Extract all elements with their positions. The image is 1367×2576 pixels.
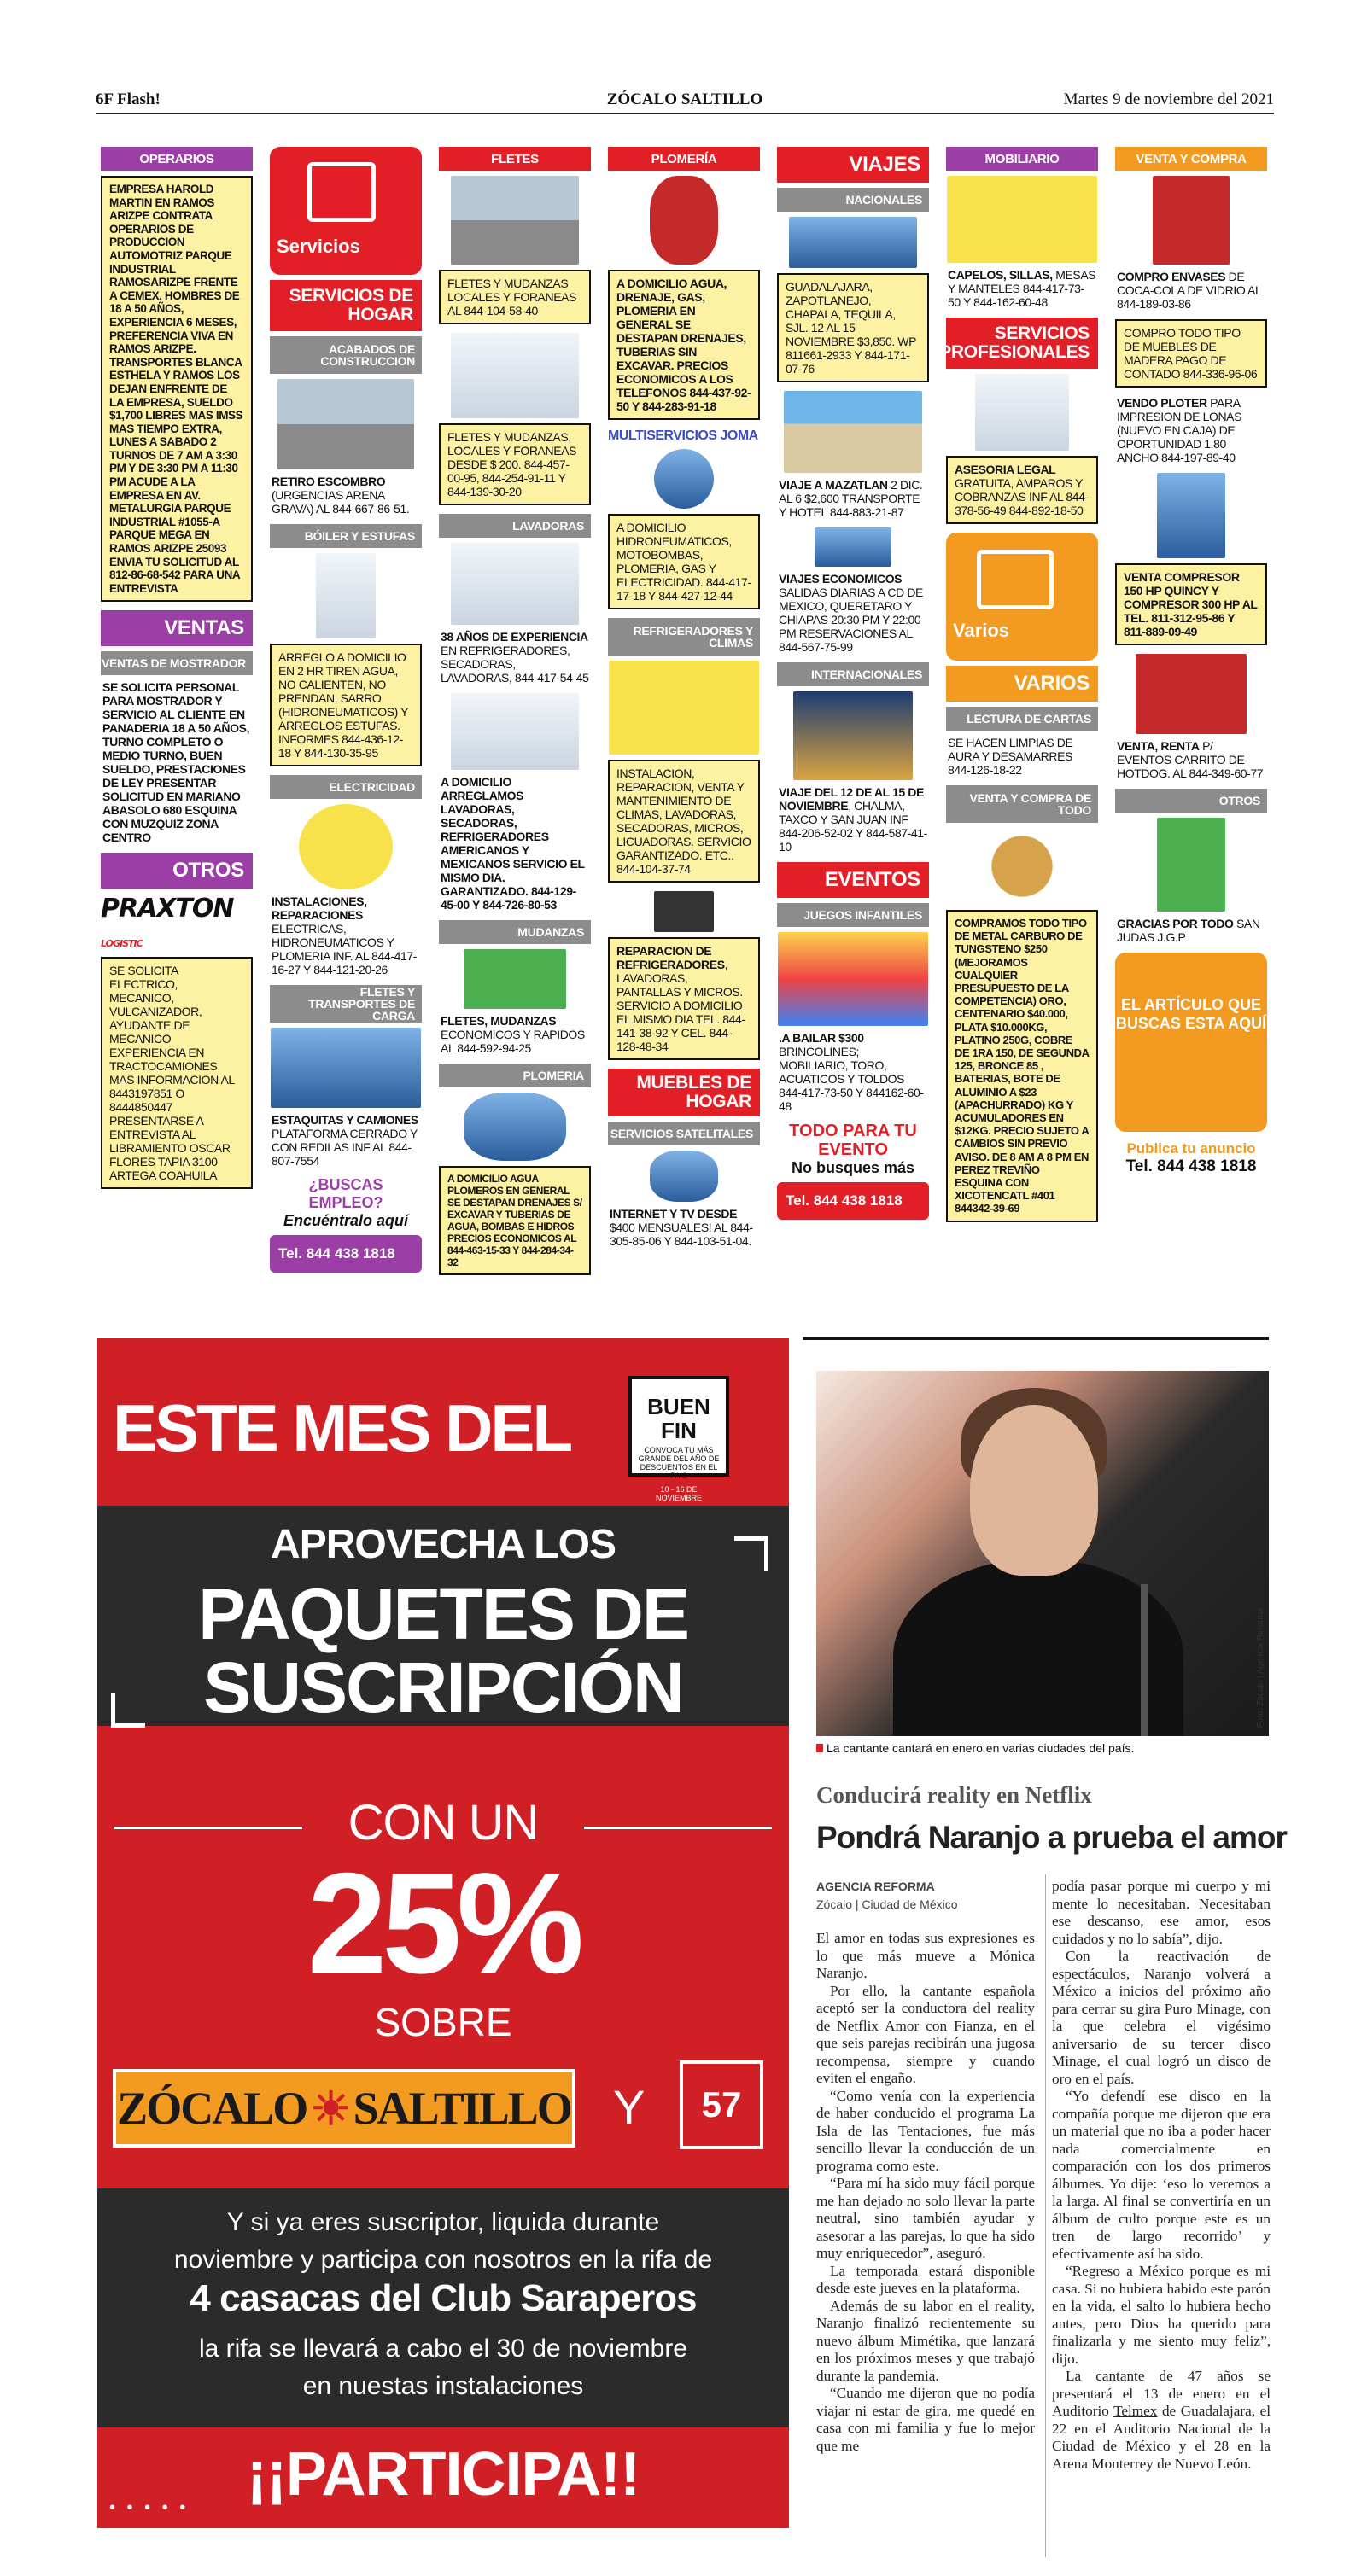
dateline: Zócalo | Ciudad de México <box>816 1897 958 1911</box>
classified-column-6 <box>939 147 1098 1308</box>
plumber-illustration <box>464 1093 566 1161</box>
truck-photo <box>451 333 579 418</box>
empleo-promo-sub: Encuéntralo aquí <box>283 1212 409 1229</box>
classified-ad: GRACIAS POR TODO SAN JUDAS J.G.P <box>1117 917 1260 944</box>
ad-subtitle: APROVECHA LOS <box>271 1522 616 1567</box>
varios-banner: Varios <box>946 533 1098 661</box>
mazatlan-photo <box>784 391 922 473</box>
buen-fin-logo: BUEN FIN CONVOCA TU MÁS GRANDE DEL AÑO DE DESCUENTOS EN EL PAÍS 10 - 16 DE NOVIEMBRE <box>628 1376 729 1477</box>
classified-column-2 <box>270 147 422 1308</box>
classified-ad: ASESORIA LEGAL GRATUITA, AMPAROS Y COBRANZAS INF AL 844-378-56-49 844-892-18-50 <box>946 456 1098 524</box>
issue-date: Martes 9 de noviembre del 2021 <box>1063 90 1274 108</box>
article-kicker: Conducirá reality en Netflix <box>816 1782 1092 1808</box>
bounce-house-photo <box>778 932 928 1026</box>
subscription-ad[interactable] <box>97 1338 789 2528</box>
gold-coin-photo <box>984 828 1060 905</box>
bus-photo <box>789 217 917 268</box>
stn-logo <box>609 661 759 755</box>
subcategory-header: LECTURA DE CARTAS <box>946 707 1098 731</box>
category-header-operarios: OPERARIOS <box>101 147 253 171</box>
classified-ad: GUADALAJARA, ZAPOTLANEJO, CHAPALA, TEQUILA, SJL. 12 AL 15 NOVIEMBRE $3,850. WP 811661-2933 Y 844-171-07-76 <box>777 273 929 382</box>
bus-photo <box>815 527 891 567</box>
calibre-57-logo: 57 <box>680 2060 763 2149</box>
boiler-photo <box>316 553 376 638</box>
ad-conun: CON UN <box>348 1795 539 1850</box>
evento-promo: TODO PARA TU EVENTO <box>789 1122 917 1159</box>
classified-ad: A DOMICILIO ARREGLAMOS LAVADORAS, SECADORAS, REFRIGERADORES AMERICANOS Y MEXICANOS SERVICIO EL MISMO DIA. GARANTIZADO. 844-129-45-00 Y 844-726-80-53 <box>441 775 585 912</box>
article-column-1 <box>816 1878 1035 2455</box>
classified-ad: COMPRO ENVASES DE COCA-COLA DE VIDRIO AL 844-189-03-86 <box>1117 270 1261 311</box>
article-column-2 <box>1052 1878 1271 2473</box>
participa-cta[interactable]: ¡¡PARTICIPA!! <box>246 2440 640 2509</box>
discount-percent: 25% <box>307 1843 580 2003</box>
classified-ad: REPARACION DE REFRIGERADORES, LAVADORAS, PANTALLAS Y MICROS. SERVICIO A DOMICILIO EL MISMO DIA TEL. 844-141-38-92 Y CEL. 844-128-48-34 <box>608 937 760 1060</box>
ad-dots: • • • • • <box>109 2498 190 2517</box>
evento-promo-sub: No busques más <box>791 1159 915 1176</box>
servicios-banner: Servicios <box>270 147 422 275</box>
paragraph: Por ello, la cantante española aceptó ser la conductora del reality de Netflix Amor con Fianza, en el que seis parejas recibirán una jugosa recompensa, siempre y cuando eviten el engaño. <box>816 1982 1035 2086</box>
ad-sobre: SOBRE <box>374 2000 512 2044</box>
article-photo <box>816 1371 1269 1736</box>
classified-ad: A DOMICILIO AGUA, DRENAJE, GAS, PLOMERIA EN GENERAL SE DESTAPAN DRENAJES, TUBERIAS SIN EXCAVAR. PRECIOS ECONOMICOS A LOS TELEFONOS 844-437-92-50 Y 844-283-91-18 <box>608 270 760 420</box>
classified-ad: CAPELOS, SILLAS, MESAS Y MANTELES 844-417-73-50 Y 844-162-60-48 <box>948 268 1096 309</box>
subcategory-header: NACIONALES <box>777 188 929 212</box>
subcategory-header: ACABADOS DE CONSTRUCCION <box>270 336 422 374</box>
classified-ad: FLETES Y MUDANZAS, LOCALES Y FORANEAS DESDE $ 200. 844-457-00-95, 844-254-91-11 Y 844-139-30-20 <box>439 423 591 505</box>
classified-ad: .A BAILAR $300 BRINCOLINES; MOBILIARIO, TORO, ACUATICOS Y TOLDOS 844-417-73-50 Y 844162-60-48 <box>779 1031 924 1113</box>
subcategory-header: PLOMERIA <box>439 1064 591 1087</box>
category-header-fletes: FLETES <box>439 147 591 171</box>
classified-ad: INSTALACIONES, REPARACIONES ELECTRICAS, HIDRONEUMATICOS Y PLOMERIA INF. AL 844-417-16-27 Y 844-121-20-26 <box>272 895 418 976</box>
subcategory-header: LAVADORAS <box>439 514 591 538</box>
paragraph: La temporada estará disponible desde este jueves en la plataforma. <box>816 2262 1035 2296</box>
paragraph: “Yo defendí ese disco en la compañía porque me dijeron que era un material que no iba a poder hacer nada comercialmente en comparación con los dos primeros álbumes. Yo dije: ‘eso lo veremos a la larga. Al final se convertiría en un álbum de culto porque este es un tren de largo recorrido’ y efectivamente así ha sido. <box>1052 2088 1271 2262</box>
photo-caption: La cantante cantará en enero en varias ciudades del país. <box>816 1741 1269 1755</box>
multiservicios-logo: MULTISERVICIOS JOMA <box>608 428 758 443</box>
category-header-ventas: VENTAS <box>101 610 253 646</box>
classified-ad: ESTAQUITAS Y CAMIONES PLATAFORMA CERRADO Y CON REDILAS INF AL 844-807-7554 <box>272 1113 418 1168</box>
classified-ad: SE SOLICITA ELECTRICO, MECANICO, VULCANIZADOR, AYUDANTE DE MECANICO EXPERIENCIA EN TRACTOCAMIONES MAS INFORMACION AL 8443197851 O 8444850447 PRESENTARSE A ENTREVISTA AL LIBRAMIENTO OSCAR FLORES TAPIA 3100 ARTEGA COAHUILA <box>101 957 253 1189</box>
article-body <box>816 1878 1271 2561</box>
classified-ad: VIAJE DEL 12 DE AL 15 DE NOVIEMBRE, CHALMA, TAXCO Y SAN JUAN INF 844-206-52-02 Y 844-587-41-10 <box>779 785 927 854</box>
paragraph: “Regreso a México porque es mi casa. Si no hubiera habido este parón en la vida, el salto lo hubiera hecho antes, pero Dios ha querido para finalizarla y me siento muy feliz”, dijo. <box>1052 2263 1271 2367</box>
phone-number[interactable]: Tel. 844 438 1818 <box>1125 1157 1257 1175</box>
zocalo-saltillo-logo: ZÓCALO ☀ SALTILLO <box>113 2069 575 2148</box>
classified-ad: SE SOLICITA PERSONAL PARA MOSTRADOR Y SERVICIO AL CLIENTE EN PANADERIA 18 A 50 AÑOS, TURNO COMPLETO O MEDIO TURNO, BUEN SUELDO, PRESTACIONES DE LEY PRESENTAR SOLICITUD EN MARIANO ABASOLO 680 ESQUINA CON MUZQUIZ ZONA CENTRO <box>102 680 250 845</box>
classified-ad: SE HACEN LIMPIAS DE AURA Y DESAMARRES 844-126-18-22 <box>948 736 1073 777</box>
empleo-promo: ¿BUSCAS EMPLEO? <box>308 1176 383 1211</box>
satellite-illustration <box>650 1151 718 1202</box>
subcategory-header: MUDANZAS <box>439 920 591 944</box>
classified-column-1 <box>101 147 253 1308</box>
category-header-otros: OTROS <box>101 853 253 889</box>
electrician-illustration <box>299 804 393 889</box>
section-name: 6F Flash! <box>96 90 161 108</box>
paragraph: El amor en todas sus expresiones es lo que más mueve a Mónica Naranjo. <box>816 1930 1035 1981</box>
photo-credit: Foto: Zócalo | Agencia Reforma <box>1256 1607 1265 1728</box>
paragraph: Con la reactivación de espectáculos, Naranjo volverá a México a inicios del próximo año para cerrar su gira Puro Minage, con la que celebra el vigésimo aniversario de su tercer disco Minage, el cual logró un disco de oro en el país. <box>1052 1948 1271 2087</box>
truck-photo <box>451 176 579 265</box>
classified-ad: COMPRO TODO TIPO DE MUEBLES DE MADERA PAGO DE CONTADO 844-336-96-06 <box>1115 319 1267 388</box>
classified-ad: VENTA COMPRESOR 150 HP QUINCY Y COMPRESOR 300 HP AL TEL. 811-312-95-86 Y 811-889-09-49 <box>1115 563 1267 645</box>
church-photo <box>793 691 913 780</box>
scales-of-justice-photo <box>975 374 1069 451</box>
category-header-venta-compra: VENTA Y COMPRA <box>1115 147 1267 171</box>
subcategory-header: JUEGOS INFANTILES <box>777 903 929 927</box>
construction-photo <box>277 379 414 469</box>
publica-link[interactable]: Publica tu anuncio <box>1126 1140 1256 1157</box>
handyman-illustration <box>654 449 714 509</box>
ad-text: Y si ya eres suscriptor, liquida durante noviembre y participa con nosotros en la rifa de <box>173 2208 713 2274</box>
ad-headline: PAQUETES DE SUSCRIPCIÓN <box>198 1574 688 1728</box>
subcategory-header: INTERNACIONALES <box>777 662 929 686</box>
category-header-profesionales: SERVICIOS PROFESIONALES <box>946 318 1098 369</box>
category-header-plomeria: PLOMERÍA <box>608 147 760 171</box>
category-header-muebles: MUEBLES DE HOGAR <box>608 1069 760 1116</box>
appliance-photo <box>451 693 579 770</box>
page-header <box>96 89 1274 114</box>
category-header-hogar: SERVICIOS DE HOGAR <box>270 280 422 331</box>
subcategory-header: ELECTRICIDAD <box>270 775 422 799</box>
subcategory-header: VENTA Y COMPRA DE TODO <box>946 785 1098 823</box>
classifieds-section <box>101 147 1267 1308</box>
ad-text-bold: 4 casacas del Club Saraperos <box>190 2277 697 2319</box>
hotdog-cart-photo <box>1136 654 1247 734</box>
article-headline: Pondrá Naranjo a prueba el amor <box>816 1820 1287 1855</box>
classified-ad: FLETES Y MUDANZAS LOCALES Y FORANEAS AL 844-104-58-40 <box>439 270 591 324</box>
telmex-link[interactable]: Telmex <box>1113 2403 1158 2419</box>
paragraph: “Como venía con la experiencia de haber conducido el programa La Isla de las Tentaciones, fue más sencillo llevar la conducción de un programa como este. <box>816 2087 1035 2174</box>
classified-ad: INTERNET Y TV DESDE $400 MENSUALES! AL 844-305-85-06 Y 844-103-51-04. <box>610 1207 753 1248</box>
classified-ad: VIAJE A MAZATLAN 2 DIC. AL 6 $2,600 TRANSPORTE Y HOTEL 844-883-21-87 <box>779 478 923 519</box>
subcategory-header: SERVICIOS SATELITALES <box>608 1122 760 1145</box>
classified-ad: VENDO PLOTER PARA IMPRESION DE LONAS (NUEVO EN CAJA) DE OPORTUNIDAD 1.80 ANCHO 844-197-89-40 <box>1117 396 1242 464</box>
subcategory-header: REFRIGERADORES Y CLIMAS <box>608 618 760 656</box>
subcategory-header: BÓILER Y ESTUFAS <box>270 524 422 548</box>
byline: AGENCIA REFORMA <box>816 1880 935 1893</box>
coca-cola-photo <box>1153 176 1230 265</box>
subcategory-header: VENTAS DE MOSTRADOR <box>101 651 253 675</box>
phone-button[interactable]: Tel. 844 438 1818 <box>270 1235 422 1273</box>
phone-button[interactable]: Tel. 844 438 1818 <box>777 1182 929 1220</box>
classified-ad: COMPRAMOS TODO TIPO DE METAL CARBURO DE TUNGSTENO $250 (MEJORAMOS CUALQUIER PRESUPUESTO DE LA COMPETENCIA) ORO, CENTENARIO $40.000, PLATA $10.000KG, PLATINO 250G, COBRE DE 1RA 150, DE SEGUNDA 125, BRONCE 85 , BATERIAS, BOTE DE ALUMINIO A $23 (APACHURRADO) KG Y ACUMULADORES EN $12KG. PRECIO SUJETO A CAMBIOS SIN PREVIO AVISO. DE 8 AM A 8 PM EN PEREZ TREVIÑO ESQUINA CON XICOTENCATL #401 844342-39-69 <box>946 910 1098 1222</box>
classified-ad: FLETES, MUDANZAS ECONOMICOS Y RAPIDOS AL 844-592-94-25 <box>441 1014 585 1055</box>
trucks-photo <box>271 1028 421 1108</box>
classified-ad: INSTALACION, REPARACION, VENTA Y MANTENIMIENTO DE CLIMAS, LAVADORAS, SECADORAS, MICROS, LICUADORAS. SERVICIO GARANTIZADO. ETC.. 844-104-37-74 <box>608 760 760 883</box>
washer-photo <box>451 543 579 625</box>
classified-ad: VIAJES ECONOMICOS SALIDAS DIARIAS A CD DE MEXICO, QUERETARO Y CHIAPAS 20:30 PM Y 22:00 PM RESERVACIONES AL 844-567-75-99 <box>779 572 923 654</box>
compressor-photo <box>1157 473 1225 558</box>
classified-ad: ARREGLO A DOMICILIO EN 2 HR TIREN AGUA, NO CALIENTEN, NO PRENDAN, SARRO (HIDRONEUMATICOS) Y ARREGLOS ESTUFAS. INFORMES 844-436-12-18 Y 844-130-35-95 <box>270 644 422 766</box>
san-judas-image <box>1157 818 1225 912</box>
category-header-mobiliario: MOBILIARIO <box>946 147 1098 171</box>
moving-truck-icon <box>464 949 566 1009</box>
paragraph: “Cuando me dijeron que no podía viajar ni estar de gira, me quedé en casa con mi familia y fue lo mejor que me <box>816 2385 1035 2454</box>
paragraph: “Para mí ha sido muy fácil porque me han dejado no solo llevar la parte neutral, sino también ayudar y asesorar a las parejas, lo que ha sido muy enriquecedor”, aseguró. <box>816 2175 1035 2261</box>
praxton-logo: PRAXTON LOGISTIC <box>101 894 234 950</box>
classified-ad: RETIRO ESCOMBRO (URGENCIAS ARENA GRAVA) AL 844-667-86-51. <box>272 475 410 516</box>
paragraph: La cantante de 47 años se presentará el 13 de enero en el Auditorio Telmex de Guadalajara, el 22 en el Auditorio Nacional de la Ciudad de México y el 28 en la Arena Monterrey de Nuevo León. <box>1052 2368 1271 2472</box>
paper-name: ZÓCALO SALTILLO <box>606 90 763 108</box>
classified-column-4 <box>608 147 760 1308</box>
paragraph: Además de su labor en el reality, Naranjo finalizó recientemente su nuevo álbum Mimétika, que lanzará en los próximos meses y que trabajó durante la pandemia. <box>816 2297 1035 2384</box>
classified-ad: 38 AÑOS DE EXPERIENCIA EN REFRIGERADORES, SECADORAS, LAVADORAS, 844-417-54-45 <box>441 630 589 685</box>
tv-photo <box>654 891 714 932</box>
plumber-mascot <box>650 176 718 265</box>
ad-title: ESTE MES DEL <box>113 1390 571 1466</box>
subcategory-header: OTROS <box>1115 789 1267 813</box>
classified-column-3 <box>439 147 591 1308</box>
ad-y: Y <box>613 2080 646 2134</box>
subcategory-header: FLETES Y TRANSPORTES DE CARGA <box>270 985 422 1023</box>
classified-ad: A DOMICILIO HIDRONEUMATICOS, MOTOBOMBAS, PLOMERIA, GAS Y ELECTRICIDAD. 844-417-17-18 Y 844-427-12-44 <box>608 514 760 609</box>
toolbox-icon <box>307 162 376 222</box>
category-header-varios: VARIOS <box>946 666 1098 702</box>
ad-text: la rifa se llevará a cabo el 30 de noviembre en nuestas instalaciones <box>199 2334 687 2400</box>
classified-column-5 <box>777 147 929 1308</box>
paragraph: podía pasar porque mi cuerpo y mi mente lo necesitaban. Necesitaban ese descanso, ese amor, esos cuidados y no lo sabía”, dijo. <box>1052 1878 1271 1947</box>
classified-ad: EMPRESA HAROLD MARTIN EN RAMOS ARIZPE CONTRATA OPERARIOS DE PRODUCCION AUTOMOTRIZ PARQUE INDUSTRIAL RAMOSARIZPE FRENTE A CEMEX. HOMBRES DE 18 A 50 AÑOS, EXPERIENCIA 6 MESES, PREFERENCIA VIVA EN RAMOS ARIZPE. TRANSPORTES BLANCA ESTHELA Y RAMOS LOS DEJAN ENFRENTE DE LA EMPRESA, SUELDO $1,700 LIBRES MAS IMSS MAS TIEMPO EXTRA, LUNES A SABADO 2 TURNOS DE 7 AM A 3:30 PM Y DE 3:30 PM A 11:30 PM ACUDE A LA EMPRESA EN AV. METALURGIA PARQUE INDUSTRIAL #1055-A PARQUE MEGA EN RAMOS ARIZPE 25093 ENVIA TU SOLICITUD AL 812-86-68-542 PARA UNA ENTREVISTA <box>101 176 253 602</box>
monitor-icon <box>977 550 1054 609</box>
classified-column-7 <box>1115 147 1267 1308</box>
classified-ad: A DOMICILIO AGUA PLOMEROS EN GENERAL SE DESTAPAN DRENAJES S/ EXCAVAR Y TUBERIAS DE AGUA, BOMBAS E HIDROS PRECIOS ECONOMICOS AL 844-463-15-33 Y 844-284-34-32 <box>439 1166 591 1275</box>
category-header-eventos: EVENTOS <box>777 862 929 898</box>
category-header-viajes: VIAJES <box>777 147 929 183</box>
furniture-photo <box>947 176 1097 263</box>
classified-ad: VENTA, RENTA P/ EVENTOS CARRITO DE HOTDOG. AL 844-349-60-77 <box>1117 739 1264 780</box>
classified-promo: EL ARTÍCULO QUE BUSCAS ESTA AQUÍ <box>1115 953 1267 1132</box>
